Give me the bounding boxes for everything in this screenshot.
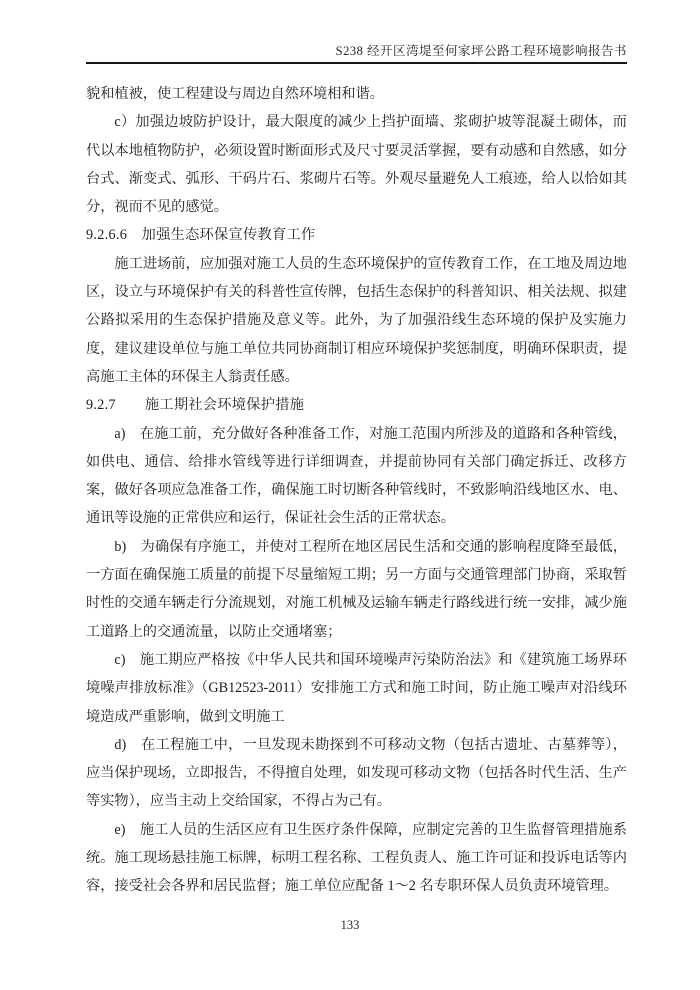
paragraph: 貌和植被，使工程建设与周边自然环境相和谐。: [86, 86, 384, 102]
paragraph: c）加强边坡防护设计，最大限度的减少上挡护面墙、浆砌护坡等混凝土砌体，而代以本地植物防护，必须设置时断面形式及尺寸要灵活掌握，要有动感和自然感，如分台式、渐变式、弧形、干码片石、浆砌片石等。外观尽量避免人工痕迹，给人以恰如其分，视而不见的感觉。: [86, 114, 627, 216]
paragraph: a) 在施工前，充分做好各种准备工作，对施工范围内所涉及的道路和各种管线，如供电、通信、给排水管线等进行详细调查，并提前协同有关部门确定拆迁、改移方案，做好各项应急准备工作，确保施工时切断各种管线时，不致影响沿线地区水、电、通讯等设施的正常供应和运行，保证社会生活的正常状态。: [86, 425, 627, 527]
header-rule: [86, 62, 627, 64]
paragraph: c) 施工期应严格按《中华人民共和国环境噪声污染防治法》和《建筑施工场界环境噪声排放标准》（GB12523-2011）安排施工方式和施工时间，防止施工噪声对沿线环境造成严重影响，做到文明施工: [86, 651, 627, 725]
page-header: [86, 0, 627, 72]
paragraph: e) 施工人员的生活区应有卫生医疗条件保障，应制定完善的卫生监督管理措施系统。施工现场悬挂施工标牌，标明工程名称、工程负责人、施工许可证和投诉电话等内容，接受社会各界和居民监督；施工单位应配备 1～2 名专职环保人员负责环境管理。: [86, 821, 627, 895]
document-body: [86, 80, 627, 901]
paragraph: b) 为确保有序施工，并使对工程所在地区居民生活和交通的影响程度降至最低，一方面在确保施工质量的前提下尽量缩短工期；另一方面与交通管理部门协商，采取暂时性的交通车辆走行分流规划，对施工机械及运输车辆走行路线进行统一安排，减少施工道路上的交通流量，以防止交通堵塞；: [86, 538, 627, 640]
paragraph: d) 在工程施工中，一旦发现未勘探到不可移动文物（包括古遗址、古墓葬等），应当保护现场，立即报告，不得擅自处理，如发现可移动文物（包括各时代生活、生产等实物），应当主动上交给国家，不得占为己有。: [86, 736, 627, 810]
section-heading: 9.2.6.6 加强生态环保宣传教育工作: [86, 227, 316, 244]
section-heading: 9.2.7 施工期社会环境保护措施: [86, 397, 305, 414]
paragraph: 施工进场前，应加强对施工人员的生态环境保护的宣传教育工作，在工地及周边地区，设立与环境保护有关的科普性宣传牌，包括生态保护的科普知识、相关法规、拟建公路拟采用的生态保护措施及意义等。此外，为了加强沿线生态环境的保护及实施力度，建议建设单位与施工单位共同协商制订相应环境保护奖惩制度，明确环保职责，提高施工主体的环保主人翁责任感。: [86, 255, 627, 385]
page-footer: [0, 918, 700, 933]
page-number: 133: [340, 918, 360, 932]
report-title: S238 经开区湾堤至何家坪公路工程环境影响报告书: [335, 44, 627, 58]
